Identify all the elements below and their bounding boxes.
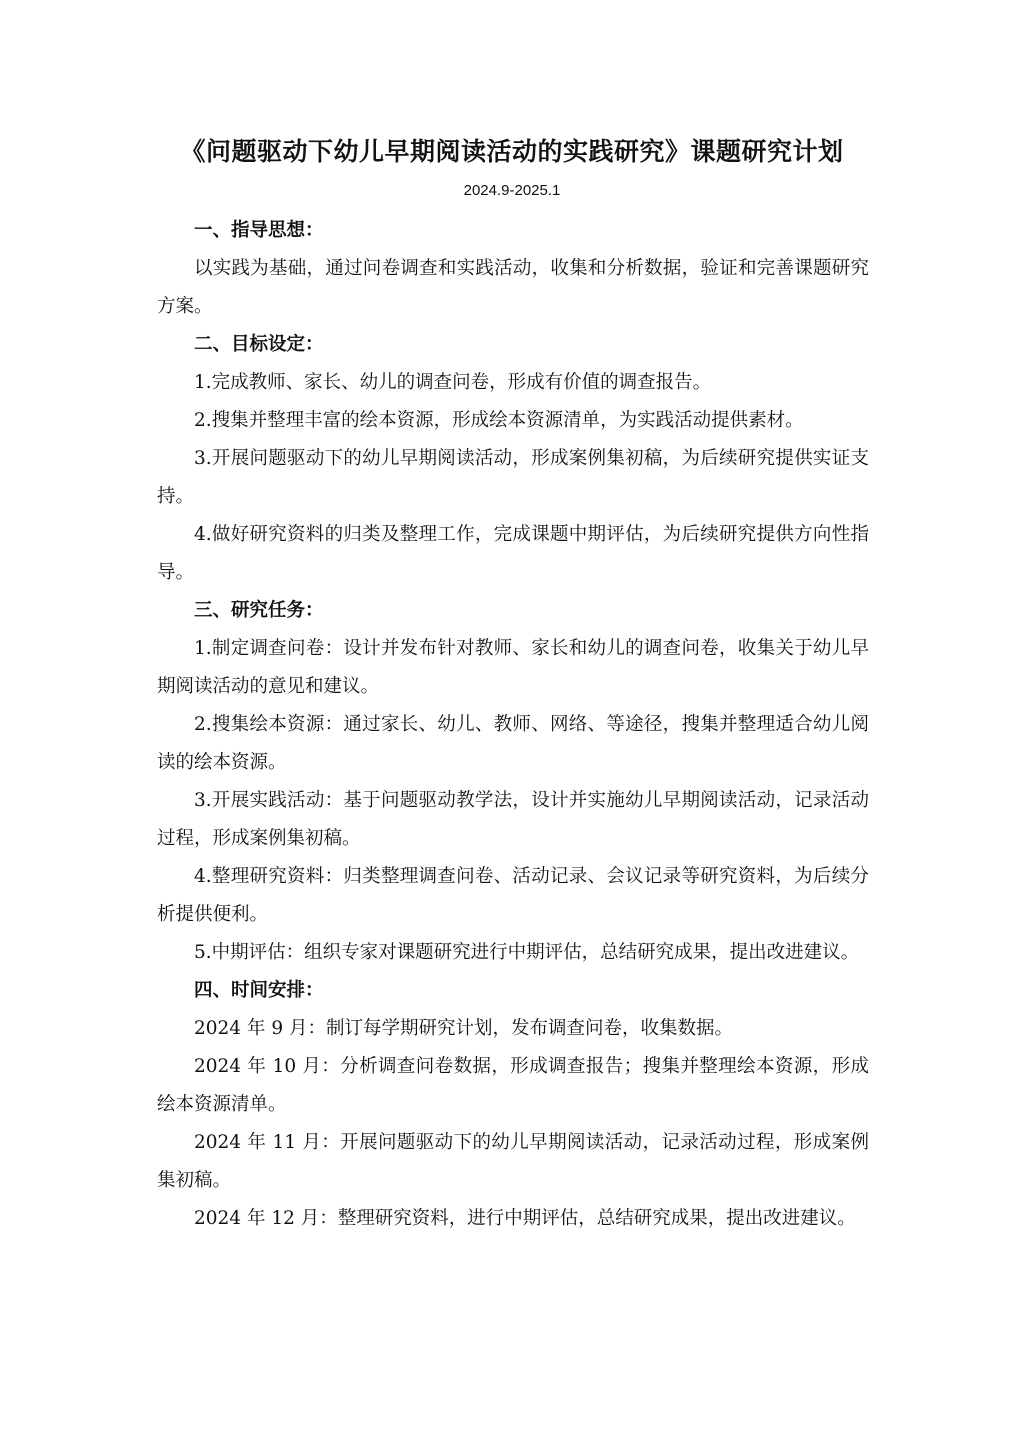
paragraph: 2024 年 11 月：开展问题驱动下的幼儿早期阅读活动，记录活动过程，形成案例集初稿。 bbox=[157, 1132, 869, 1191]
paragraph: 3.开展实践活动：基于问题驱动教学法，设计并实施幼儿早期阅读活动，记录活动过程，形成案例集初稿。 bbox=[157, 790, 869, 849]
document-title: 《问题驱动下幼儿早期阅读活动的实践研究》课题研究计划 bbox=[180, 137, 844, 166]
section-heading-goals: 二、目标设定： bbox=[194, 334, 324, 355]
document-body bbox=[157, 212, 869, 1238]
paragraph: 2024 年 10 月：分析调查问卷数据，形成调查报告；搜集并整理绘本资源，形成绘本资源清单。 bbox=[157, 1056, 869, 1115]
section-heading-research-tasks: 三、研究任务： bbox=[194, 600, 324, 621]
paragraph: 1.制定调查问卷：设计并发布针对教师、家长和幼儿的调查问卷，收集关于幼儿早期阅读活动的意见和建议。 bbox=[157, 638, 869, 697]
paragraph: 2024 年 9 月：制订每学期研究计划，发布调查问卷，收集数据。 bbox=[194, 1018, 733, 1039]
paragraph: 2.搜集绘本资源：通过家长、幼儿、教师、网络、等途径，搜集并整理适合幼儿阅读的绘本资源。 bbox=[157, 714, 869, 773]
paragraph: 4.整理研究资料：归类整理调查问卷、活动记录、会议记录等研究资料，为后续分析提供便利。 bbox=[157, 866, 869, 925]
paragraph: 1.完成教师、家长、幼儿的调查问卷，形成有价值的调查报告。 bbox=[194, 372, 712, 393]
section-heading-schedule: 四、时间安排： bbox=[194, 980, 324, 1001]
paragraph: 3.开展问题驱动下的幼儿早期阅读活动，形成案例集初稿，为后续研究提供实证支持。 bbox=[157, 448, 869, 507]
section-heading-guiding-ideas: 一、指导思想： bbox=[194, 220, 324, 241]
paragraph: 4.做好研究资料的归类及整理工作，完成课题中期评估，为后续研究提供方向性指导。 bbox=[157, 524, 869, 583]
paragraph: 2.搜集并整理丰富的绘本资源，形成绘本资源清单，为实践活动提供素材。 bbox=[194, 410, 804, 431]
document-date-range: 2024.9-2025.1 bbox=[463, 182, 561, 199]
paragraph: 5.中期评估：组织专家对课题研究进行中期评估，总结研究成果，提出改进建议。 bbox=[194, 942, 860, 963]
paragraph: 以实践为基础，通过问卷调查和实践活动，收集和分析数据，验证和完善课题研究方案。 bbox=[157, 258, 869, 317]
paragraph: 2024 年 12 月：整理研究资料，进行中期评估，总结研究成果，提出改进建议。 bbox=[194, 1208, 856, 1229]
